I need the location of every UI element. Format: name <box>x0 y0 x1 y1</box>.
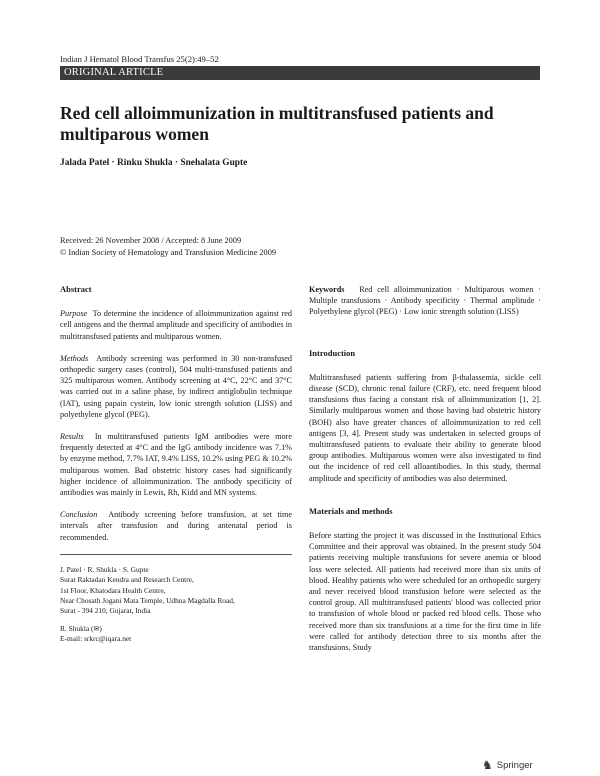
copyright: © Indian Society of Hematology and Transfusion Medicine 2009 <box>60 247 277 257</box>
right-column <box>309 284 541 664</box>
abstract-purpose <box>60 308 292 342</box>
affiliation-block <box>60 565 292 645</box>
conclusion-label: Conclusion <box>60 510 98 520</box>
results-label: Results <box>60 432 84 442</box>
publisher-logo <box>482 758 533 772</box>
affiliation-names: J. Patel · R. Shukla · S. Gupte <box>60 564 149 574</box>
dates-block <box>60 235 276 258</box>
abstract-conclusion <box>60 509 292 543</box>
methods-label: Methods <box>60 353 89 363</box>
publisher-name: Springer <box>496 759 533 771</box>
email[interactable]: E-mail: srkrc@iqara.net <box>60 634 132 644</box>
authors: Jalada Patel · Rinku Shukla · Snehalata Gupte <box>60 158 248 168</box>
corresponding-author: R. Shukla (✉) <box>60 623 102 633</box>
materials-text: Before starting the project it was discussed in the Institutional Ethics Committee and their approval was obtained. In the present study 504 patients receiving multiple transfusions for severe anemia or blood loss were selected. All patients had received more than six units of blood. Healthy patients who were scheduled for an orthopedic surgery and never received blood transfusion before were selected as the control group. All multitransfused patients' blood was collected prior to transfusion of whole blood or packed red blood cells. Those who received more than six transfusions at a time for the first time in life were called for antibody detection three to six months after the transfusions. Study <box>309 531 541 653</box>
abstract-heading: Abstract <box>60 284 92 294</box>
keywords <box>309 284 541 318</box>
affiliation-line: Surat - 394 210, Gujarat, India <box>60 606 151 616</box>
left-column <box>60 284 292 645</box>
journal-citation: Indian J Hematol Blood Transfus 25(2):49–52 <box>60 54 219 64</box>
received-date: Received: 26 November 2008 / Accepted: 8 June 2009 <box>60 236 242 245</box>
abstract-results <box>60 431 292 498</box>
affiliation-line: Surat Raktadan Kendra and Research Centre, <box>60 575 194 585</box>
methods-text: Antibody screening was performed in 30 non-transfused orthopedic surgery cases (control), 504 multi-transfused patients and 325 multiparous women. Antibody screening at 4°C, 22°C and 37°C was carried out in a saline phase, by indirect antiglobulin technique (IAT), using papain cystein, low ionic strength solution (LISS) and polyethylene glycol (PEG). <box>60 353 292 419</box>
purpose-text: To determine the incidence of alloimmunization against red cell antigens and the thermal amplitude and specificity of antibodies in multitransfused patients and multiparous women. <box>60 309 293 341</box>
affiliation-divider <box>60 554 292 555</box>
keywords-text: Red cell alloimmunization · Multiparous women · Multiple transfusions · Antibody specificity · Thermal amplitude · Polyethylene glycol (PEG) · Low ionic strength solution (LISS) <box>309 285 541 317</box>
conclusion-text: Antibody screening before transfusion, at set time intervals after transfusion and during antenatal period is recommended. <box>60 510 292 542</box>
keywords-label: Keywords <box>309 285 345 294</box>
introduction-heading: Introduction <box>309 347 356 358</box>
affiliation-line: 1st Floor, Khatodara Health Centre, <box>60 585 166 595</box>
introduction-text: Multitransfused patients suffering from β-thalassemia, sickle cell disease (SCD), chronic renal failure (CRF), etc. need frequent blood transfusions thus facing a constant risk of alloimmunization [1, 2]. Similarly multiparous women and those having bad obstetric history (BOH) also have greater chances of alloimmunization to red cell antigens [3, 4]. Present study was undertaken in selected groups of multitransfused patients to evaluate their ability to generate blood group antibodies. Multiparous women were also investigated to find out the incidence of red cell alloantibodies. In this study, thermal amplitude and specificity of antibodies was also determined. <box>309 372 541 483</box>
purpose-label: Purpose <box>60 309 88 319</box>
springer-horse-icon: ♞ <box>482 758 493 772</box>
abstract-methods <box>60 353 292 420</box>
envelope-icon: ✉ <box>93 624 100 633</box>
article-type-banner: ORIGINAL ARTICLE <box>60 66 540 80</box>
materials-heading: Materials and methods <box>309 505 393 516</box>
affiliation-line: Near Chosath Jogani Mata Temple, Udhna Magdalla Road, <box>60 596 235 606</box>
article-title: Red cell alloimmunization in multitransfused patients and multiparous women <box>60 103 494 144</box>
results-text: In multitransfused patients IgM antibodies were more frequently detected at 4°C and the IgG antibody incidence was 7.1% by enzyme method, 7.7% IAT, 9.4% LISS, 10.2% using PEG & 10.2% multiparous women. Bad obstetric history cases had significantly higher incidence of alloimmunization. The antibody specificity of antibodies was mainly in Lewis, Rh, Kidd and MN systems. <box>60 432 292 498</box>
